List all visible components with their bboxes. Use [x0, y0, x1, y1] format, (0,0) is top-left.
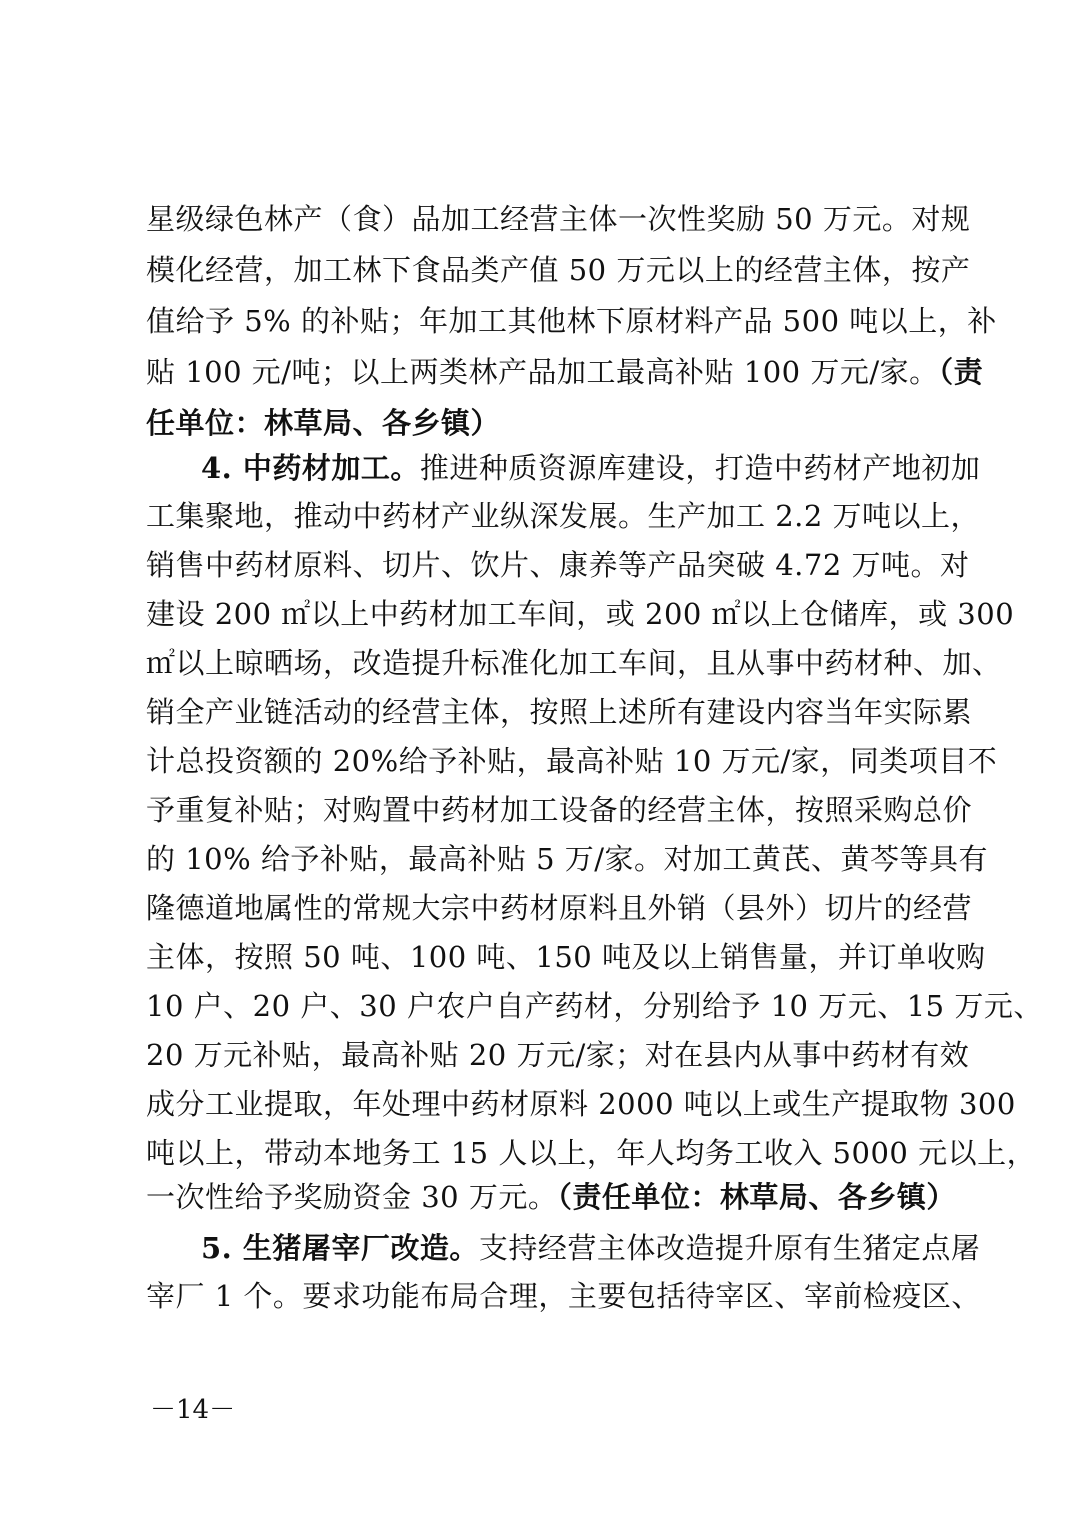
- text-run: 推进种质资源库建设，打造中药材产地初加: [419, 451, 981, 485]
- text-line: [146, 685, 973, 739]
- section-heading-line: [201, 441, 981, 495]
- text-line: [146, 1170, 956, 1224]
- text-line: [146, 1028, 970, 1082]
- text-run: 值给予 5% 的补贴；年加工其他林下原材料产品 500 吨以上，补: [146, 304, 997, 338]
- text-line: [146, 243, 971, 297]
- text-run: 工集聚地，推动中药材产业纵深发展。生产加工 2.2 万吨以上，: [146, 499, 981, 533]
- text-line: [146, 489, 981, 543]
- text-run: 隆德道地属性的常规大宗中药材原料且外销（县外）切片的经营: [146, 891, 973, 925]
- text-line: [146, 930, 986, 984]
- text-run: ㎡以上晾晒场，改造提升标准化加工车间，且从事中药材种、加、: [146, 646, 1002, 680]
- text-run: 宰厂 1 个。要求功能布局合理，主要包括待宰区、宰前检疫区、: [146, 1279, 981, 1313]
- text-run: 予重复补贴；对购置中药材加工设备的经营主体，按照采购总价: [146, 793, 973, 827]
- text-line: [146, 294, 997, 348]
- text-run: 销全产业链活动的经营主体，按照上述所有建设内容当年实际累: [146, 695, 973, 729]
- text-run: 星级绿色林产（食）品加工经营主体一次性奖励 50 万元。对规: [146, 202, 971, 236]
- text-line: [146, 832, 989, 886]
- text-line: [146, 636, 1002, 690]
- page-number: －14－: [150, 1395, 236, 1425]
- text-line: [146, 538, 970, 592]
- text-run: 模化经营，加工林下食品类产值 50 万元以上的经营主体，按产: [146, 253, 971, 287]
- text-run-bold: （责任单位：林草局、各乡镇）: [557, 1180, 956, 1214]
- text-line: [146, 734, 998, 788]
- text-run: 10 户、20 户、30 户农户自产药材，分别给予 10 万元、15 万元、: [146, 989, 1043, 1023]
- text-line: [146, 979, 1043, 1033]
- section-heading: 5. 生猪屠宰厂改造。: [201, 1231, 479, 1265]
- text-line: [146, 587, 1015, 641]
- text-run: 一次性给予奖励资金 30 万元。: [146, 1180, 558, 1214]
- text-run: 建设 200 ㎡以上中药材加工车间，或 200 ㎡以上仓储库，或 300: [146, 597, 1015, 631]
- section-heading-line: [201, 1221, 981, 1275]
- section-heading: 4. 中药材加工。: [201, 451, 420, 485]
- text-run: 主体，按照 50 吨、100 吨、150 吨及以上销售量，并订单收购: [146, 940, 986, 974]
- text-line: [146, 881, 973, 935]
- text-run: 吨以上，带动本地务工 15 人以上，年人均务工收入 5000 元以上，: [146, 1136, 1037, 1170]
- text-line: [146, 192, 971, 246]
- text-run-bold: 任单位：林草局、各乡镇）: [146, 406, 501, 440]
- text-run-bold: （责: [938, 355, 984, 389]
- text-line: [146, 783, 973, 837]
- text-run: 的 10% 给予补贴，最高补贴 5 万/家。对加工黄芪、黄芩等具有: [146, 842, 989, 876]
- text-line: [146, 1077, 1016, 1131]
- text-line: [146, 1269, 981, 1323]
- text-run: 成分工业提取，年处理中药材原料 2000 吨以上或生产提取物 300: [146, 1087, 1016, 1121]
- text-run: 支持经营主体改造提升原有生猪定点屠: [478, 1231, 981, 1265]
- text-run: 销售中药材原料、切片、饮片、康养等产品突破 4.72 万吨。对: [146, 548, 970, 582]
- text-run: 20 万元补贴，最高补贴 20 万元/家；对在县内从事中药材有效: [146, 1038, 970, 1072]
- text-run: 贴 100 元/吨；以上两类林产品加工最高补贴 100 万元/家。: [146, 355, 939, 389]
- text-run: 计总投资额的 20%给予补贴，最高补贴 10 万元/家，同类项目不: [146, 744, 998, 778]
- text-line: [146, 345, 984, 399]
